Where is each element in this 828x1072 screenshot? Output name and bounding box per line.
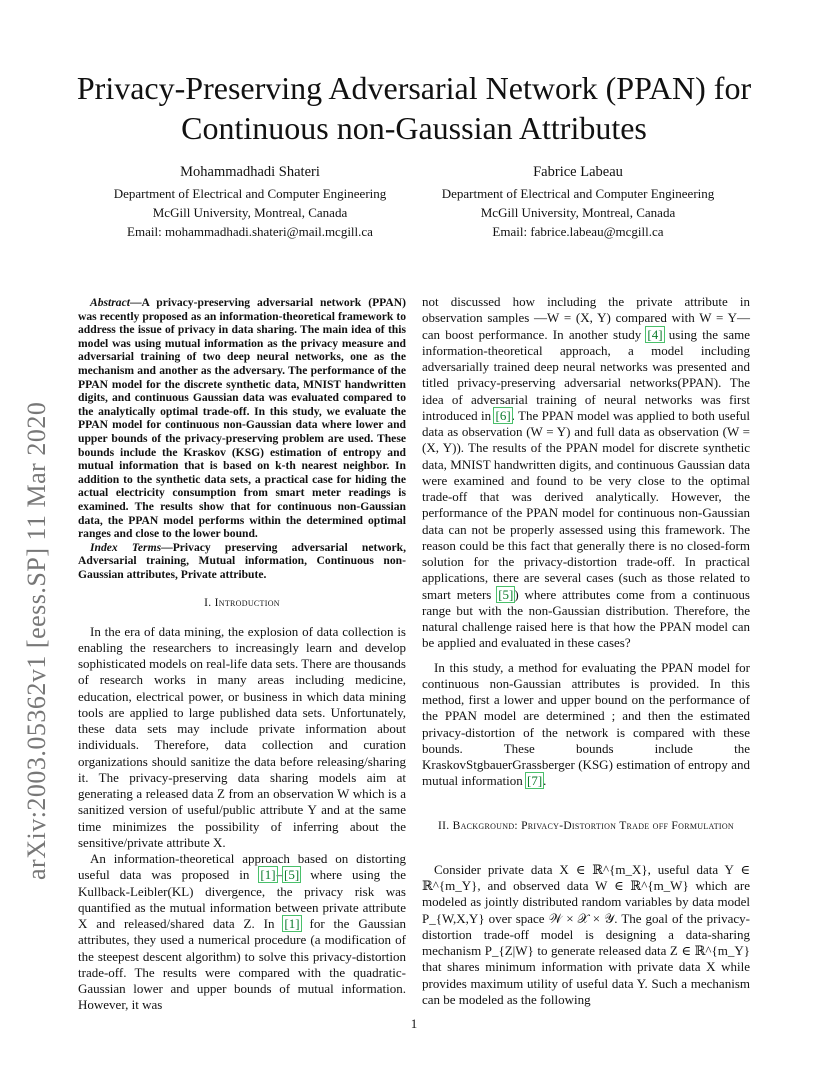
author-name: Mohammadhadi Shateri xyxy=(180,164,320,180)
title-line-1: Privacy-Preserving Adversarial Network (PPAN) for xyxy=(76,70,752,106)
index-terms-text: —Privacy preserving adversarial network, Adversarial training, Mutual information, Continuous non-Gaussian attributes, Private attribute. xyxy=(78,540,407,581)
author-univ: McGill University, Montreal, Canada xyxy=(480,205,676,220)
citation-link[interactable]: [5] xyxy=(498,586,514,602)
citation-link[interactable]: [6] xyxy=(495,407,511,423)
citation-link[interactable]: [1] xyxy=(284,916,300,932)
author-dept: Department of Electrical and Computer Engineering xyxy=(113,186,387,201)
abstract xyxy=(78,296,406,541)
section-heading-2: II. Background: Privacy-Distortion Trade off Formulation xyxy=(437,819,735,832)
arxiv-sidebar xyxy=(18,280,51,880)
citation-link[interactable]: [7] xyxy=(526,773,543,789)
citation-link[interactable]: [4] xyxy=(647,326,663,342)
right-paragraph-1: not discussed how including the private attribute in observation samples —W = (X, Y) compared with W = Y—can boost performance. In another study [4] using the same information-theoretical approach, a model including adversarially trained deep neural networks was presented and titled privacy-preserving adversarial networks(PPAN). The idea of adversarial training of neural networks was first introduced in [6]. The PPAN model was applied to both useful data as observation (W = Y) and full data as observation (W = (X, Y)). The results of the PPAN model for discrete synthetic data, MNIST handwritten digits, and continuous Gaussian data were examined and found to be very close to the optimal trade-off that was derived analytically. However, the performance of the PPAN model for continuous non-Gaussian data can not be properly assessed using this framework. The reason could be this fact that generally there is no closed-form solution for the privacy-distortion trade-off. In practical applications, there are several cases (such as those related to smart meters [5]) where attributes come from a continuous range but with the non-Gaussian distribution. Therefore, the natural challenge raised here is that how the PPAN model can be applied and evaluated in these cases? xyxy=(422,294,751,651)
author-block-1 xyxy=(80,163,420,241)
intro-paragraph-1: In the era of data mining, the explosion of data collection is enabling the researchers to increasingly learn and develop sophisticated models on real-life data sets. There are thousands of research works in many areas including medicine, education, electrical power, or business in which data mining tools are applied to large published data sets. Unfortunately, these data sets may include private information about individuals. Therefore, data collection and curation organizations should sanitize the data before releasing/sharing it. The privacy-preserving data sharing models aim at generating a released data Z from an observation W which is a sanitized version of useful/public attribute Y and at the same time minimizes the possibility of inferring about the sensitive/private attribute X. xyxy=(78,623,406,850)
arxiv-id: arXiv:2003.05362v1 [eess.SP] 11 Mar 2020 xyxy=(22,401,51,880)
author-name: Fabrice Labeau xyxy=(533,164,623,180)
right-paragraph-2: In this study, a method for evaluating the PPAN model for continuous non-Gaussian attributes is provided. In this method, first a lower and upper bound on the performance of the PPAN model are determined ; and then the estimated privacy-distortion of the network is compared with these bounds. These bounds include the KraskovStgbauerGrassberger (KSG) estimation of entropy and mutual information [7]. xyxy=(422,659,750,789)
author-dept: Department of Electrical and Computer Engineering xyxy=(441,186,715,201)
title-line-2: Continuous non-Gaussian Attributes xyxy=(181,110,647,146)
author-univ: McGill University, Montreal, Canada xyxy=(152,205,348,220)
intro-paragraph-2: An information-theoretical approach based on distorting useful data was proposed in [1]–[5] where using the Kullback-Leibler(KL) divergence, the privacy risk was quantified as the mutual information between private attribute X and released/shared data Z. In [1] for the Gaussian attributes, they used a numerical procedure (a modification of the steepest descent algorithm) to solve this privacy-distortion trade-off. The results were compared with the quadratic-Gaussian lower and upper bounds of mutual information. However, it was xyxy=(78,851,407,1013)
right-paragraph-3: Consider private data X ∈ ℝ^{m_X}, useful data Y ∈ ℝ^{m_Y}, and observed data W ∈ ℝ^{m_W} which are modeled as jointly distributed random variables by data model P_{W,X,Y} over space 𝒲 × 𝒳 × 𝒴. The goal of the privacy-distortion trade-off model is designing a data-sharing mechanism P_{Z|W} to generate released data Z ∈ ℝ^{m_Y} that shares minimum information with private data X while provides maximum utility of useful data Y. Such a mechanism can be modeled as the following xyxy=(422,861,750,1007)
author-email: Email: fabrice.labeau@mcgill.ca xyxy=(492,224,664,239)
citation-link[interactable]: [1] xyxy=(260,867,276,883)
citation-link[interactable]: [5] xyxy=(284,867,300,883)
page-number: 1 xyxy=(410,1016,418,1031)
section-heading-1: I. Introduction xyxy=(204,597,280,610)
abstract-text: —A privacy-preserving adversarial network (PPAN) was recently proposed as an information-theoretical framework to address the issue of privacy in data sharing. The main idea of this model was using mutual information as the privacy measure and adversarial training of two deep neural networks, one as the mechanism and another as the adversary. The performance of the PPAN model for the discrete synthetic data, MNIST handwritten digits, and continuous Gaussian data was evaluated compared to the analytically optimal trade-off. In this study, we evaluate the PPAN model for continuous non-Gaussian data where lower and upper bounds of the privacy-preserving problem are used. These bounds include the Kraskov (KSG) estimation of entropy and mutual information that is based on k-th nearest neighbor. In addition to the synthetic data sets, a practical case for hiding the actual electricity consumption from smart meter readings is examined. The results show that for continuous non-Gaussian data, the PPAN model performs within the determined optimal ranges and close to the lower bound. xyxy=(78,296,406,541)
left-column xyxy=(78,296,406,1014)
author-email: Email: mohammadhadi.shateri@mail.mcgill.ca xyxy=(127,224,373,239)
abstract-label: Abstract xyxy=(90,296,130,309)
index-terms-label: Index Terms xyxy=(90,540,162,554)
index-terms xyxy=(78,541,406,582)
paper-title xyxy=(40,68,788,148)
right-column xyxy=(422,294,750,1008)
author-block-2 xyxy=(408,163,748,241)
